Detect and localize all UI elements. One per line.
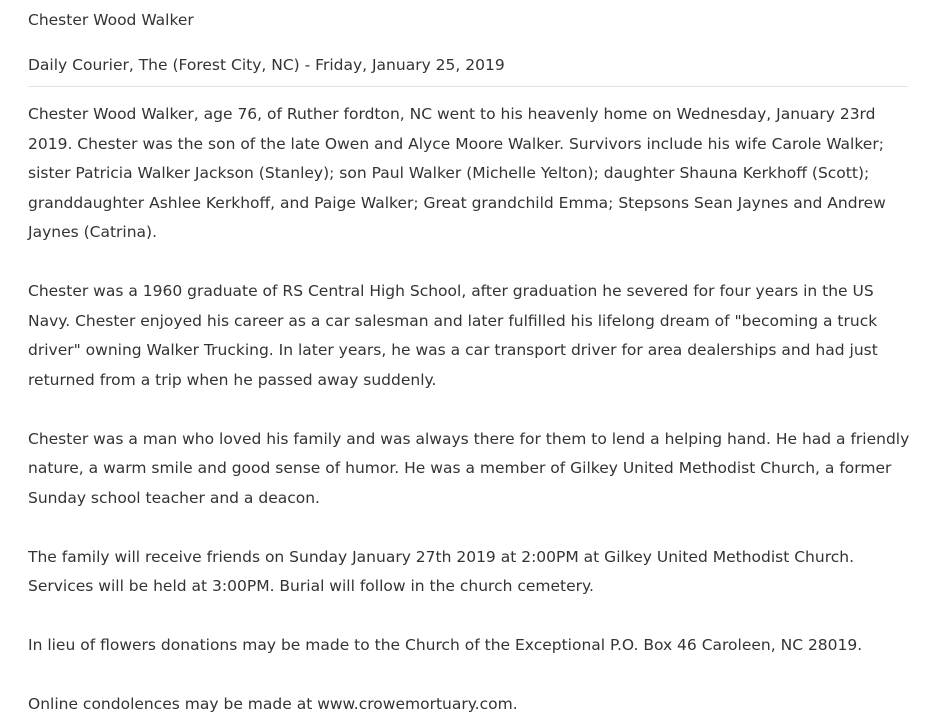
header-divider (28, 86, 908, 87)
paragraph-donations: In lieu of flowers donations may be made to the Church of the Exceptional P.O. Box 46 Caroleen, NC 28019. (28, 636, 863, 654)
obituary-source: Daily Courier, The (Forest City, NC) - Friday, January 25, 2019 (28, 56, 505, 74)
paragraph-services: The family will receive friends on Sunday January 27th 2019 at 2:00PM at Gilkey United Methodist Church. Services will be held at 3:00PM. Burial will follow in the church cemetery. (28, 547, 855, 595)
obituary-body (28, 100, 913, 720)
paragraph-character: Chester was a man who loved his family and was always there for them to lend a helping hand. He had a friendly nature, a warm smile and good sense of humor. He was a member of Gilkey United Methodist Church, a former Sunday school teacher and a deacon. (28, 429, 910, 507)
paragraph-condolences: Online condolences may be made at www.crowemortuary.com. (28, 695, 518, 713)
paragraph-family: Chester Wood Walker, age 76, of Ruther fordton, NC went to his heavenly home on Wednesday, January 23rd 2019. Chester was the son of the late Owen and Alyce Moore Walker. Survivors include his wife Carole Walker; sister Patricia Walker Jackson (Stanley); son Paul Walker (Michelle Yelton); daughter Shauna Kerkhoff (Scott); granddaughter Ashlee Kerkhoff, and Paige Walker; Great grandchild Emma; Stepsons Sean Jaynes and Andrew Jaynes (Catrina). (28, 105, 886, 241)
obituary-name: Chester Wood Walker (28, 11, 194, 29)
paragraph-career: Chester was a 1960 graduate of RS Central High School, after graduation he severed for four years in the US Navy. Chester enjoyed his career as a car salesman and later fulfilled his lifelong dream of "becoming a truck driver" owning Walker Trucking. In later years, he was a car transport driver for area dealerships and had just returned from a trip when he passed away suddenly. (28, 282, 878, 389)
